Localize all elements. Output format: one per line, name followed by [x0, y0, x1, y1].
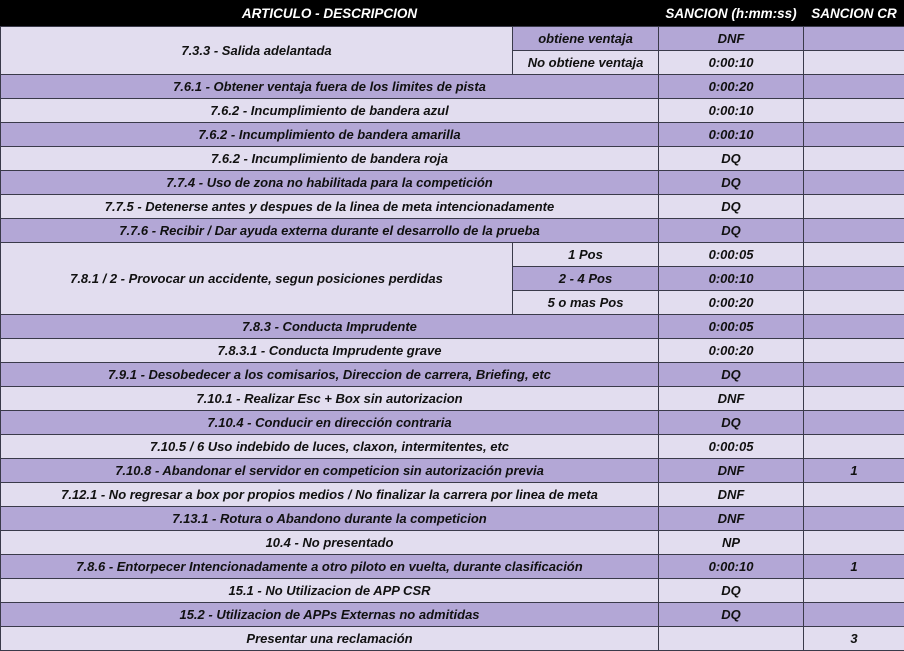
sancion-cell: DQ: [659, 219, 804, 243]
sancion-cr-cell: [804, 291, 904, 315]
sancion-cr-cell: [804, 147, 904, 171]
articulo-cell: 15.2 - Utilizacion de APPs Externas no admitidas: [1, 603, 659, 627]
articulo-cell: 7.3.3 - Salida adelantada: [1, 27, 513, 75]
articulo-cell: 7.10.8 - Abandonar el servidor en competicion sin autorización previa: [1, 459, 659, 483]
sancion-cr-cell: [804, 339, 904, 363]
articulo-cell: 7.8.3 - Conducta Imprudente: [1, 315, 659, 339]
sancion-cell: 0:00:05: [659, 315, 804, 339]
sancion-cr-cell: [804, 363, 904, 387]
condition-cell: obtiene ventaja: [513, 27, 659, 51]
articulo-cell: 7.8.3.1 - Conducta Imprudente grave: [1, 339, 659, 363]
sancion-cr-cell: 1: [804, 555, 904, 579]
sancion-cell: DNF: [659, 387, 804, 411]
sancion-cr-cell: [804, 507, 904, 531]
articulo-cell: 7.6.2 - Incumplimiento de bandera roja: [1, 147, 659, 171]
table-row: [1, 555, 904, 579]
sancion-cell: 0:00:05: [659, 243, 804, 267]
sancion-cell: 0:00:10: [659, 99, 804, 123]
sancion-cr-cell: [804, 99, 904, 123]
condition-cell: 2 - 4 Pos: [513, 267, 659, 291]
header-row: [1, 0, 904, 27]
table-row: [1, 627, 904, 651]
header-sancion: SANCION (h:mm:ss): [659, 0, 804, 27]
sancion-cell: 0:00:10: [659, 123, 804, 147]
table-row: [1, 411, 904, 435]
sancion-cr-cell: 3: [804, 627, 904, 651]
header-articulo: ARTICULO - DESCRIPCION: [1, 0, 659, 27]
table-row: [1, 507, 904, 531]
sancion-cell: DNF: [659, 459, 804, 483]
sancion-cell: 0:00:20: [659, 291, 804, 315]
sancion-cell: DQ: [659, 171, 804, 195]
articulo-cell: 7.12.1 - No regresar a box por propios medios / No finalizar la carrera por linea de meta: [1, 483, 659, 507]
table-row: [1, 147, 904, 171]
sancion-cell: 0:00:05: [659, 435, 804, 459]
sancion-cell: DQ: [659, 147, 804, 171]
sancion-cr-cell: [804, 411, 904, 435]
table-row: [1, 339, 904, 363]
table-row: [1, 315, 904, 339]
condition-cell: 1 Pos: [513, 243, 659, 267]
sancion-cr-cell: [804, 51, 904, 75]
sancion-cell: 0:00:10: [659, 267, 804, 291]
sancion-cell: NP: [659, 531, 804, 555]
sancion-cr-cell: [804, 603, 904, 627]
sancion-cell: 0:00:20: [659, 339, 804, 363]
articulo-cell: 10.4 - No presentado: [1, 531, 659, 555]
table-row: [1, 75, 904, 99]
articulo-cell: 7.10.1 - Realizar Esc + Box sin autorizacion: [1, 387, 659, 411]
sancion-cr-cell: [804, 267, 904, 291]
sancion-cr-cell: [804, 123, 904, 147]
sancion-cell: 0:00:20: [659, 75, 804, 99]
table-row: [1, 219, 904, 243]
sancion-cr-cell: [804, 435, 904, 459]
articulo-cell: 7.8.6 - Entorpecer Intencionadamente a otro piloto en vuelta, durante clasificación: [1, 555, 659, 579]
articulo-cell: Presentar una reclamación: [1, 627, 659, 651]
sancion-cr-cell: [804, 27, 904, 51]
table-row: [1, 459, 904, 483]
sancion-cell: 0:00:10: [659, 555, 804, 579]
articulo-cell: 7.6.2 - Incumplimiento de bandera azul: [1, 99, 659, 123]
sancion-cr-cell: [804, 171, 904, 195]
table-row: [1, 387, 904, 411]
sancion-cell: [659, 627, 804, 651]
sancion-cr-cell: [804, 243, 904, 267]
table-row: [1, 435, 904, 459]
articulo-cell: 7.10.5 / 6 Uso indebido de luces, claxon, intermitentes, etc: [1, 435, 659, 459]
table-row: [1, 99, 904, 123]
sancion-cr-cell: [804, 531, 904, 555]
articulo-cell: 15.1 - No Utilizacion de APP CSR: [1, 579, 659, 603]
header-sancion-cr: SANCION CR: [804, 0, 904, 27]
sancion-cell: DQ: [659, 603, 804, 627]
articulo-cell: 7.10.4 - Conducir en dirección contraria: [1, 411, 659, 435]
articulo-cell: 7.13.1 - Rotura o Abandono durante la competicion: [1, 507, 659, 531]
table-row: [1, 363, 904, 387]
sancion-cell: 0:00:10: [659, 51, 804, 75]
articulo-cell: 7.6.2 - Incumplimiento de bandera amarilla: [1, 123, 659, 147]
sancion-cell: DNF: [659, 507, 804, 531]
table-row: [1, 603, 904, 627]
sancion-cell: DQ: [659, 579, 804, 603]
sancion-cr-cell: [804, 315, 904, 339]
table-row: [1, 27, 904, 51]
sancion-cell: DNF: [659, 27, 804, 51]
sancion-cell: DQ: [659, 363, 804, 387]
sancion-cr-cell: [804, 219, 904, 243]
condition-cell: 5 o mas Pos: [513, 291, 659, 315]
articulo-cell: 7.7.4 - Uso de zona no habilitada para la competición: [1, 171, 659, 195]
condition-cell: No obtiene ventaja: [513, 51, 659, 75]
articulo-cell: 7.7.6 - Recibir / Dar ayuda externa durante el desarrollo de la prueba: [1, 219, 659, 243]
table-row: [1, 531, 904, 555]
articulo-cell: 7.9.1 - Desobedecer a los comisarios, Direccion de carrera, Briefing, etc: [1, 363, 659, 387]
table-row: [1, 243, 904, 267]
table-row: [1, 483, 904, 507]
sancion-cr-cell: [804, 75, 904, 99]
sancion-cell: DQ: [659, 195, 804, 219]
sancion-cr-cell: [804, 387, 904, 411]
articulo-cell: 7.6.1 - Obtener ventaja fuera de los limites de pista: [1, 75, 659, 99]
table-row: [1, 123, 904, 147]
table-row: [1, 195, 904, 219]
sancion-cr-cell: 1: [804, 459, 904, 483]
sancion-cr-cell: [804, 483, 904, 507]
sancion-cr-cell: [804, 195, 904, 219]
sancion-cell: DQ: [659, 411, 804, 435]
table-row: [1, 579, 904, 603]
articulo-cell: 7.8.1 / 2 - Provocar un accidente, segun posiciones perdidas: [1, 243, 513, 315]
sancion-cr-cell: [804, 579, 904, 603]
sancion-cell: DNF: [659, 483, 804, 507]
articulo-cell: 7.7.5 - Detenerse antes y despues de la linea de meta intencionadamente: [1, 195, 659, 219]
table-row: [1, 171, 904, 195]
